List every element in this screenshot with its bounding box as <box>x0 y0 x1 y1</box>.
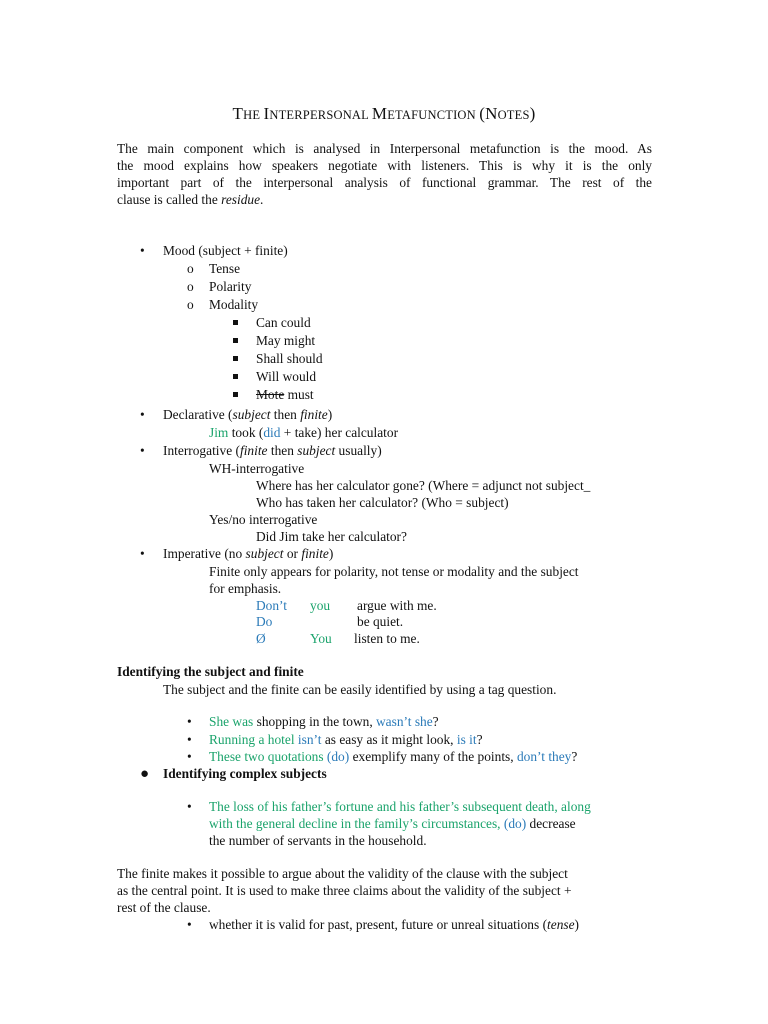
intro-line-4: clause is called the residue. <box>117 192 264 207</box>
complex-example-line-2: with the general decline in the family’s circumstances, (do) decrease <box>209 816 576 831</box>
declarative-example: Jim took (did + take) her calculator <box>209 425 399 440</box>
page-title: THE INTERPERSONAL METAFUNCTION (NOTES) <box>232 104 536 123</box>
imperative-desc-1: Finite only appears for polarity, not tense or modality and the subject <box>209 564 579 579</box>
tag-example-3: These two quotations (do) exemplify many of the points, don’t they? <box>209 749 578 764</box>
mood-label: Mood (subject + finite) <box>163 243 288 258</box>
bullet-icon: • <box>187 732 192 747</box>
finite-line-3: rest of the clause. <box>117 900 211 915</box>
bullet-icon: • <box>140 243 145 258</box>
square-bullet-icon <box>233 320 238 325</box>
identifying-desc: The subject and the finite can be easily identified by using a tag question. <box>163 682 557 697</box>
intro-line-3: important part of the interpersonal analysis of functional grammar. The rest of the <box>117 175 652 190</box>
circle-bullet-icon: o <box>187 279 194 294</box>
yesno-interrogative-label: Yes/no interrogative <box>209 512 318 527</box>
imperative-desc-2: for emphasis. <box>209 581 282 596</box>
mood-sub-tense: Tense <box>209 261 241 276</box>
finite-line-2: as the central point. It is used to make three claims about the validity of the subject + <box>117 883 572 898</box>
modality-item: Can could <box>256 315 311 330</box>
complex-example-line-3: the number of servants in the household. <box>209 833 427 848</box>
yesno-example: Did Jim take her calculator? <box>256 529 407 544</box>
imperative-row-3-subject: You <box>310 631 332 646</box>
bullet-icon: • <box>140 407 145 422</box>
modality-item-mote: Mote must <box>256 387 314 402</box>
square-bullet-icon <box>233 356 238 361</box>
wh-example-1: Where has her calculator gone? (Where = adjunct not subject_ <box>256 478 591 493</box>
declarative-label: Declarative (subject then finite) <box>163 407 333 422</box>
finite-line-1: The finite makes it possible to argue about the validity of the clause with the subject <box>117 866 568 881</box>
bullet-icon: ● <box>140 766 150 782</box>
intro-line-2: the mood explains how speakers negotiate with listeners. This is why it is the only <box>117 158 652 173</box>
modality-item: May might <box>256 333 316 348</box>
imperative-label: Imperative (no subject or finite) <box>163 546 334 561</box>
wh-example-2: Who has taken her calculator? (Who = subject) <box>256 495 509 510</box>
imperative-row-2-rest: be quiet. <box>357 614 404 629</box>
modality-item: Will would <box>256 369 317 384</box>
bullet-icon: • <box>187 799 192 814</box>
imperative-row-2-finite: Do <box>256 614 273 629</box>
tag-example-2: Running a hotel isn’t as easy as it might look, is it? <box>209 732 483 747</box>
interrogative-label: Interrogative (finite then subject usually) <box>163 443 382 458</box>
imperative-row-1-rest: argue with me. <box>357 598 437 613</box>
intro-line-1: The main component which is analysed in Interpersonal metafunction is the mood. As <box>117 141 652 156</box>
square-bullet-icon <box>233 338 238 343</box>
imperative-row-1-finite: Don’t <box>256 598 287 613</box>
imperative-row-1-subject: you <box>310 598 331 613</box>
bullet-icon: • <box>187 714 192 729</box>
wh-interrogative-label: WH-interrogative <box>209 461 305 476</box>
circle-bullet-icon: o <box>187 297 194 312</box>
bullet-icon: • <box>187 917 192 932</box>
modality-item: Shall should <box>256 351 323 366</box>
tag-example-1: She was shopping in the town, wasn’t she? <box>209 714 439 729</box>
bullet-icon: • <box>140 546 145 561</box>
finite-claim-tense: whether it is valid for past, present, future or unreal situations (tense) <box>209 917 580 932</box>
square-bullet-icon <box>233 374 238 379</box>
mood-sub-modality: Modality <box>209 297 259 312</box>
section-heading-identifying: Identifying the subject and finite <box>117 664 304 679</box>
mood-sub-polarity: Polarity <box>209 279 252 294</box>
square-bullet-icon <box>233 392 238 397</box>
circle-bullet-icon: o <box>187 261 194 276</box>
complex-example-line-1: The loss of his father’s fortune and his father’s subsequent death, along <box>209 799 591 814</box>
imperative-row-3-rest: listen to me. <box>354 631 420 646</box>
bullet-icon: • <box>187 749 192 764</box>
section-heading-complex: Identifying complex subjects <box>163 766 327 781</box>
imperative-row-3-finite: Ø <box>256 631 266 646</box>
bullet-icon: • <box>140 443 145 458</box>
